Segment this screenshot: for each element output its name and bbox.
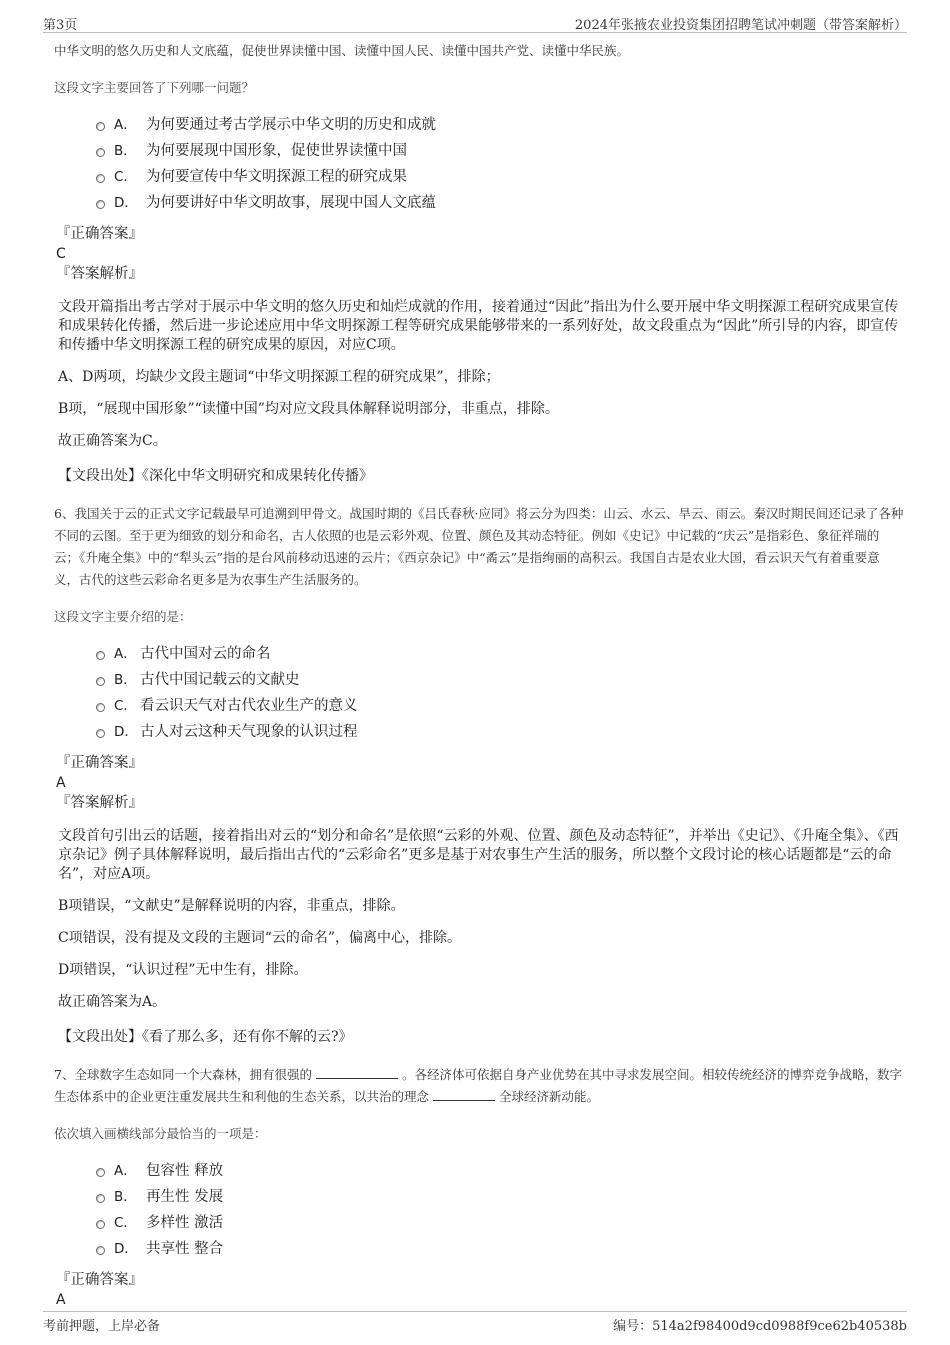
document-id: 编号：514a2f98400d9cd0988f9ce62b40538b — [613, 1319, 907, 1334]
option-a[interactable]: A． 为何要通过考古学展示中华文明的历史和成就 — [96, 110, 904, 136]
radio-icon[interactable] — [96, 200, 105, 209]
option-b[interactable]: B． 为何要展现中国形象，促使世界读懂中国 — [96, 136, 904, 162]
option-d[interactable]: D． 为何要讲好中华文明故事，展现中国人文底蕴 — [96, 188, 904, 214]
option-list — [96, 110, 904, 214]
option-d[interactable]: D． 共享性 整合 — [96, 1234, 904, 1260]
radio-icon[interactable] — [96, 1246, 105, 1255]
passage-tail: 中华文明的悠久历史和人文底蕴，促使世界读懂中国、读懂中国人民、读懂中国共产党、读懂中华民族。 — [54, 43, 630, 58]
answer-label: 『正确答案』 — [56, 755, 143, 771]
option-list — [96, 639, 904, 743]
analysis-label: 『答案解析』 — [56, 795, 143, 811]
page-header — [43, 12, 907, 33]
page-content — [54, 40, 904, 1310]
page-number: 第3页 — [43, 18, 78, 33]
radio-icon[interactable] — [96, 1194, 105, 1203]
fill-blank-1 — [316, 1066, 398, 1079]
question-prompt: 依次填入画横线部分最恰当的一项是： — [54, 1126, 267, 1141]
analysis-paragraph: 文段首句引出云的话题，接着指出对云的“划分和命名”是依照“云彩的外观、位置、颜色及动态特征”，并举出《史记》、《升庵全集》、《西京杂记》例子具体解释说明，最后指出古代的“云彩命名”更多是基于对农事生产生活的服务，所以整个文段讨论的核心话题都是“云的命名”，对应A项。 — [58, 828, 899, 882]
question-prompt: 这段文字主要介绍的是： — [54, 609, 192, 624]
question-5 — [54, 40, 904, 485]
radio-icon[interactable] — [96, 729, 105, 738]
analysis-paragraph: 文段开篇指出考古学对于展示中华文明的悠久历史和灿烂成就的作用，接着通过“因此”指出为什么要开展中华文明探源工程研究成果宣传和成果转化传播，然后进一步论述应用中华文明探源工程等研究成果能够带来的一系列好处，故文段重点为“因此”所引导的内容，即宣传和传播中华文明探源工程的研究成果的原因，对应C项。 — [58, 299, 899, 353]
analysis-paragraph: 故正确答案为A。 — [58, 994, 167, 1010]
footer-slogan: 考前押题，上岸必备 — [43, 1319, 161, 1334]
option-a[interactable]: A． 包容性 释放 — [96, 1156, 904, 1182]
radio-icon[interactable] — [96, 148, 105, 157]
page-footer — [43, 1311, 907, 1336]
option-b[interactable]: B． 再生性 发展 — [96, 1182, 904, 1208]
question-stem: 6、我国关于云的正式文字记载最早可追溯到甲骨文。战国时期的《吕氏春秋·应同》将云分为四类：山云、水云、旱云、雨云。秦汉时期民间还记录了各种不同的云图。至于更为细致的划分和命名，古人依照的也是云彩外观、位置、颜色及其动态特征。例如《史记》中记载的“庆云”是指彩色、象征祥瑞的云；《升庵全集》中的“犁头云”指的是台风前移动迅速的云片；《西京杂记》中“矞云”是指绚丽的高积云。我国自古是农业大国，看云识天气有着重要意义，古代的这些云彩命名更多是为农事生产生活服务的。 — [54, 506, 904, 587]
correct-answer: A — [56, 1292, 66, 1308]
answer-label: 『正确答案』 — [56, 1272, 143, 1288]
question-stem: 7、全球数字生态如同一个大森林，拥有很强的 。各经济体可依据自身产业优势在其中寻求发展空间。相较传统经济的博弈竞争战略，数字生态体系中的企业更注重发展共生和利他的生态关系，以共治的理念 全球经济新动能。 — [54, 1067, 902, 1104]
radio-icon[interactable] — [96, 122, 105, 131]
option-c[interactable]: C． 看云识天气对古代农业生产的意义 — [96, 691, 904, 717]
analysis-paragraph: A、D两项，均缺少文段主题词“中华文明探源工程的研究成果”，排除； — [58, 369, 500, 385]
radio-icon[interactable] — [96, 677, 105, 686]
option-c[interactable]: C． 为何要宣传中华文明探源工程的研究成果 — [96, 162, 904, 188]
radio-icon[interactable] — [96, 651, 105, 660]
radio-icon[interactable] — [96, 1168, 105, 1177]
option-d[interactable]: D． 古人对云这种天气现象的认识过程 — [96, 717, 904, 743]
radio-icon[interactable] — [96, 703, 105, 712]
source-citation: 【文段出处】《看了那么多，还有你不解的云?》 — [58, 1029, 353, 1045]
fill-blank-2 — [433, 1088, 495, 1101]
question-prompt: 这段文字主要回答了下列哪一问题？ — [54, 80, 255, 95]
option-a[interactable]: A． 古代中国对云的命名 — [96, 639, 904, 665]
analysis-paragraph: B项，“展现中国形象”“读懂中国”均对应文段具体解释说明部分，非重点，排除。 — [58, 401, 559, 417]
correct-answer: C — [56, 246, 66, 262]
analysis-label: 『答案解析』 — [56, 266, 143, 282]
analysis-paragraph: D项错误，“认识过程”无中生有，排除。 — [58, 962, 308, 978]
radio-icon[interactable] — [96, 174, 105, 183]
source-citation: 【文段出处】《深化中华文明研究和成果转化传播》 — [58, 468, 373, 484]
question-6 — [54, 503, 904, 1046]
option-list — [96, 1156, 904, 1260]
correct-answer: A — [56, 775, 66, 791]
analysis-paragraph: B项错误，“文献史”是解释说明的内容，非重点，排除。 — [58, 898, 405, 914]
answer-label: 『正确答案』 — [56, 226, 143, 242]
analysis-paragraph: C项错误，没有提及文段的主题词“云的命名”，偏离中心，排除。 — [58, 930, 462, 946]
question-7 — [54, 1064, 904, 1310]
analysis-paragraph: 故正确答案为C。 — [58, 433, 167, 449]
option-c[interactable]: C． 多样性 激活 — [96, 1208, 904, 1234]
document-title: 2024年张掖农业投资集团招聘笔试冲刺题（带答案解析） — [574, 18, 907, 33]
option-b[interactable]: B． 古代中国记载云的文献史 — [96, 665, 904, 691]
radio-icon[interactable] — [96, 1220, 105, 1229]
